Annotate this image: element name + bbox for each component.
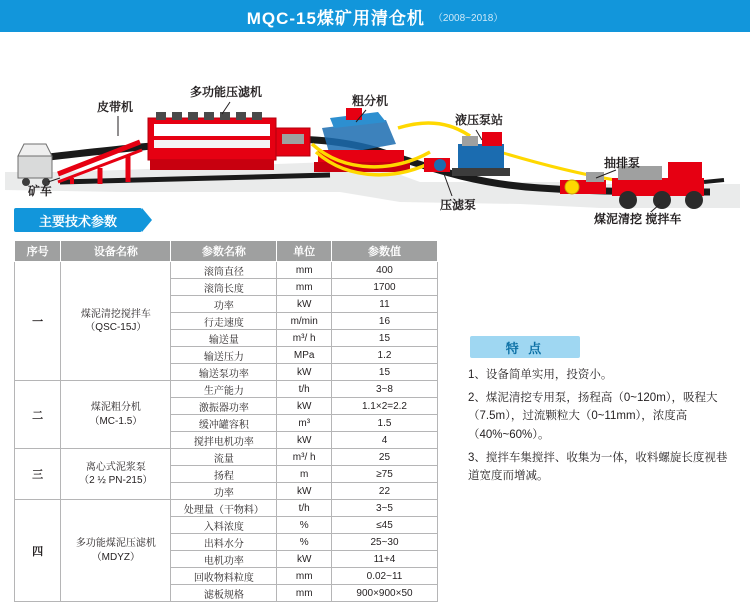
param-name: 缓冲罐容积: [171, 415, 277, 432]
device-name-line1: 煤泥清挖搅拌车: [80, 308, 151, 320]
extraction-pump-graphic: [560, 172, 606, 194]
device-name-line2: （2 ½ PN-215）: [79, 475, 153, 486]
label-coarse-separator: 粗分机: [352, 94, 389, 108]
table-header-row: [15, 241, 438, 262]
param-value: 1700: [331, 279, 437, 296]
device-name-line2: （QSC-15J）: [85, 322, 147, 333]
th-param: 参数名称: [171, 241, 277, 262]
param-name: 行走速度: [171, 313, 277, 330]
param-unit: mm: [277, 568, 332, 585]
param-value: 4: [331, 432, 437, 449]
param-unit: t/h: [277, 500, 332, 517]
param-value: 22: [331, 483, 437, 500]
label-multifunction-filter-press: 多功能压滤机: [190, 85, 263, 99]
list-item: 2、煤泥清挖专用泵，扬程高（0~120m），吸程大（7.5m），过流颗粒大（0~11mm），浓度高（40%~60%）。: [468, 391, 718, 441]
device-name-line2: （MDYZ）: [91, 551, 141, 563]
param-value: 16: [331, 313, 437, 330]
param-unit: kW: [277, 296, 332, 313]
param-value: 400: [331, 262, 437, 279]
param-unit: kW: [277, 551, 332, 568]
param-unit: mm: [277, 279, 332, 296]
param-value: ≤45: [331, 517, 437, 534]
group-index-3: 三: [15, 449, 61, 500]
param-value: 0.02~11: [331, 568, 437, 585]
th-device: 设备名称: [61, 241, 171, 262]
param-unit: m: [277, 466, 332, 483]
param-unit: m³: [277, 415, 332, 432]
table-row: [15, 381, 438, 398]
param-name: 输送压力: [171, 347, 277, 364]
param-name: 回收物料粒度: [171, 568, 277, 585]
param-value: 11+4: [331, 551, 437, 568]
list-item: 3、搅拌车集搅拌、收集为一体，收料螺旋长度视巷道宽度而增减。: [468, 451, 728, 483]
param-value: 1.1×2=2.2: [331, 398, 437, 415]
group-index-2: 二: [15, 381, 61, 449]
illustration-svg: [0, 32, 750, 212]
table-row: [15, 449, 438, 466]
feature-section-tag: 特 点: [470, 336, 580, 358]
param-value: 1.2: [331, 347, 437, 364]
param-name: 处理量（干物料）: [171, 500, 277, 517]
param-value: 11: [331, 296, 437, 313]
param-unit: m³/ h: [277, 330, 332, 347]
list-item: 1、设备简单实用，投资小。: [468, 369, 613, 381]
param-name: 电机功率: [171, 551, 277, 568]
label-extraction-pump: 抽排泵: [604, 156, 641, 170]
group-index-1: 一: [15, 262, 61, 381]
group-device-4: [61, 500, 171, 602]
table-row: [15, 262, 438, 279]
page-subtitle: （2008~2018）: [432, 12, 504, 24]
param-value: 3~5: [331, 500, 437, 517]
label-mixer-truck: 煤泥清挖 搅拌车: [594, 212, 682, 226]
th-index: 序号: [15, 241, 61, 262]
group-device-3: [61, 449, 171, 500]
param-name: 滤板规格: [171, 585, 277, 602]
param-unit: mm: [277, 585, 332, 602]
param-name: 流量: [171, 449, 277, 466]
group-device-2: [61, 381, 171, 449]
device-name-line2: （MC-1.5）: [89, 415, 143, 427]
device-name-line1: 煤泥粗分机: [90, 402, 141, 413]
param-value: 25: [331, 449, 437, 466]
param-name: 输送泵功率: [171, 364, 277, 381]
th-unit: 单位: [277, 241, 332, 262]
param-name: 生产能力: [171, 381, 277, 398]
param-name: 滚筒长度: [171, 279, 277, 296]
param-value: 25~30: [331, 534, 437, 551]
th-value: 参数值: [331, 241, 437, 262]
label-mine-car: 矿车: [28, 184, 53, 198]
group-index-4: 四: [15, 500, 61, 602]
param-unit: kW: [277, 364, 332, 381]
feature-list: [468, 366, 736, 490]
spec-section-tag: 主要技术参数: [14, 208, 142, 232]
param-unit: t/h: [277, 381, 332, 398]
param-unit: kW: [277, 483, 332, 500]
filter-press-pump-graphic: [424, 158, 450, 172]
group-device-1: [61, 262, 171, 381]
param-value: 3~8: [331, 381, 437, 398]
page-banner: [0, 0, 750, 32]
spec-table: [14, 240, 438, 602]
device-name-line1: 离心式泥浆泵: [85, 461, 146, 473]
param-value: 15: [331, 330, 437, 347]
param-name: 功率: [171, 296, 277, 313]
filter-press-graphic: [148, 112, 310, 170]
label-filter-press-pump: 压滤泵: [440, 198, 477, 212]
param-value: 15: [331, 364, 437, 381]
table-row: [15, 500, 438, 517]
label-hydraulic-pump-station: 液压泵站: [455, 113, 504, 127]
label-belt-conveyor: 皮带机: [97, 100, 134, 114]
param-unit: %: [277, 534, 332, 551]
param-name: 滚筒直径: [171, 262, 277, 279]
param-unit: kW: [277, 432, 332, 449]
param-name: 功率: [171, 483, 277, 500]
param-unit: %: [277, 517, 332, 534]
param-unit: m³/ h: [277, 449, 332, 466]
device-name-line1: 多功能煤泥压滤机: [75, 538, 156, 549]
feature-items: [468, 366, 736, 486]
param-unit: mm: [277, 262, 332, 279]
param-value: 900×900×50: [331, 585, 437, 602]
param-value: ≥75: [331, 466, 437, 483]
param-unit: m/min: [277, 313, 332, 330]
param-unit: kW: [277, 398, 332, 415]
param-name: 出料水分: [171, 534, 277, 551]
param-unit: MPa: [277, 347, 332, 364]
param-name: 入料浓度: [171, 517, 277, 534]
param-name: 输送量: [171, 330, 277, 347]
param-value: 1.5: [331, 415, 437, 432]
param-name: 激振器功率: [171, 398, 277, 415]
page-title: MQC-15煤矿用清仓机: [246, 8, 425, 28]
param-name: 搅拌电机功率: [171, 432, 277, 449]
param-name: 扬程: [171, 466, 277, 483]
